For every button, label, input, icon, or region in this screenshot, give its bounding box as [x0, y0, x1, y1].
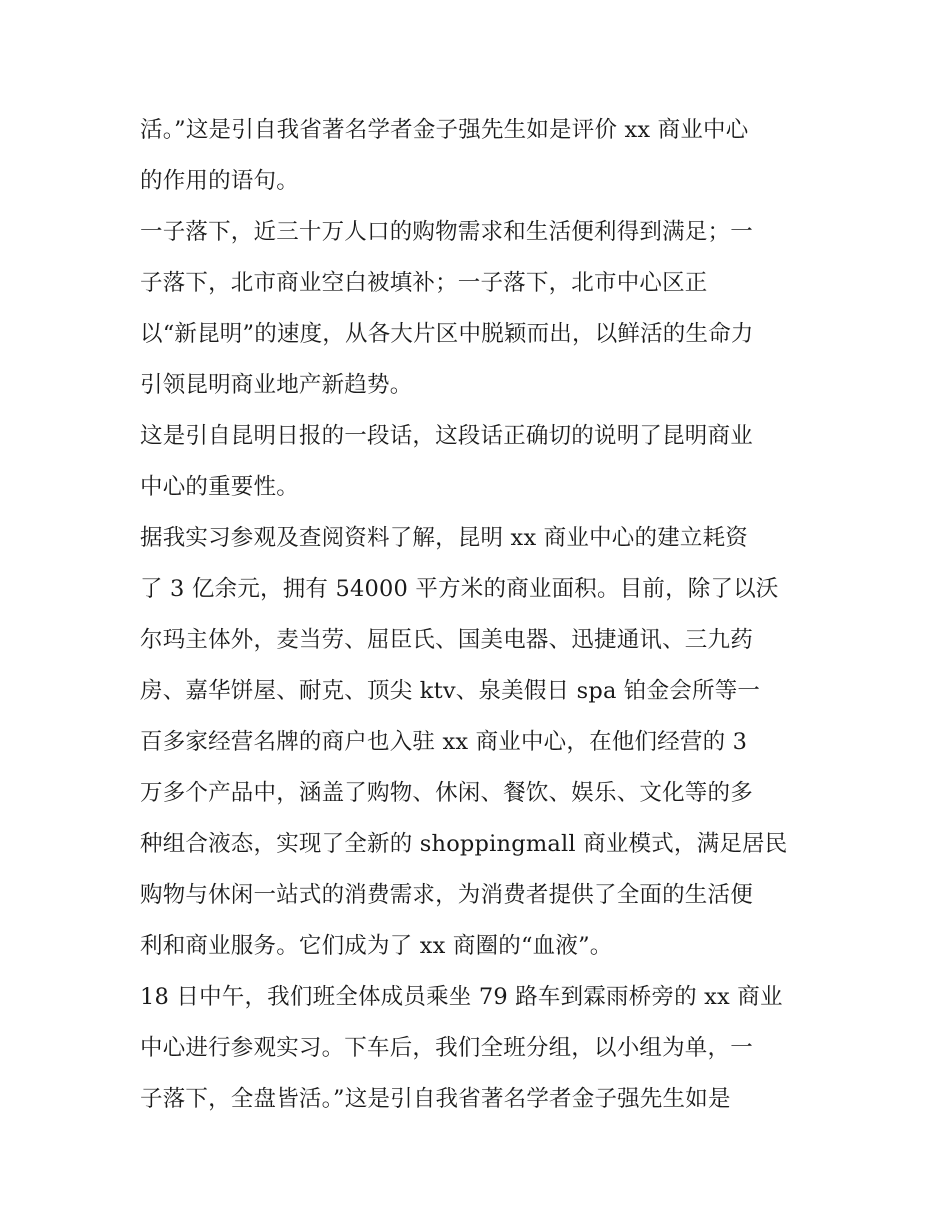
text-line: 万多个产品中，涵盖了购物、休闲、餐饮、娱乐、文化等的多: [140, 780, 753, 806]
text-line: 子落下，全盘皆活。”这是引自我省著名学者金子强先生如是: [140, 1086, 731, 1112]
text-line: 的作用的语句。: [140, 168, 299, 194]
text-line: 18 日中午，我们班全体成员乘坐 79 路车到霖雨桥旁的 xx 商业: [140, 984, 783, 1010]
text-line: 百多家经营名牌的商户也入驻 xx 商业中心，在他们经营的 3: [140, 729, 748, 755]
document-body: [140, 105, 820, 1125]
text-line: 了 3 亿余元，拥有 54000 平方米的商业面积。目前，除了以沃: [140, 576, 779, 602]
text-line: 尔玛主体外，麦当劳、屈臣氏、国美电器、迅捷通讯、三九药: [140, 627, 753, 653]
text-line: 这是引自昆明日报的一段话，这段话正确切的说明了昆明商业: [140, 423, 753, 449]
text-line: 种组合液态，实现了全新的 shoppingmall 商业模式，满足居民: [140, 831, 788, 857]
text-line: 一子落下，近三十万人口的购物需求和生活便利得到满足；一: [140, 219, 753, 245]
text-line: 引领昆明商业地产新趋势。: [140, 372, 413, 398]
text-line: 中心进行参观实习。下车后，我们全班分组，以小组为单，一: [140, 1035, 753, 1061]
text-line: 中心的重要性。: [140, 474, 299, 500]
text-line: 子落下，北市商业空白被填补；一子落下，北市中心区正: [140, 270, 708, 296]
text-line: 利和商业服务。它们成为了 xx 商圈的“血液”。: [140, 933, 613, 959]
text-line: 据我实习参观及查阅资料了解，昆明 xx 商业中心的建立耗资: [140, 525, 748, 551]
text-line: 购物与休闲一站式的消费需求，为消费者提供了全面的生活便: [140, 882, 753, 908]
text-line: 房、嘉华饼屋、耐克、顶尖 ktv、泉美假日 spa 铂金会所等一: [140, 678, 761, 704]
text-line: 活。”这是引自我省著名学者金子强先生如是评价 xx 商业中心: [140, 117, 749, 143]
text-line: 以“新昆明”的速度，从各大片区中脱颖而出，以鲜活的生命力: [140, 321, 754, 347]
